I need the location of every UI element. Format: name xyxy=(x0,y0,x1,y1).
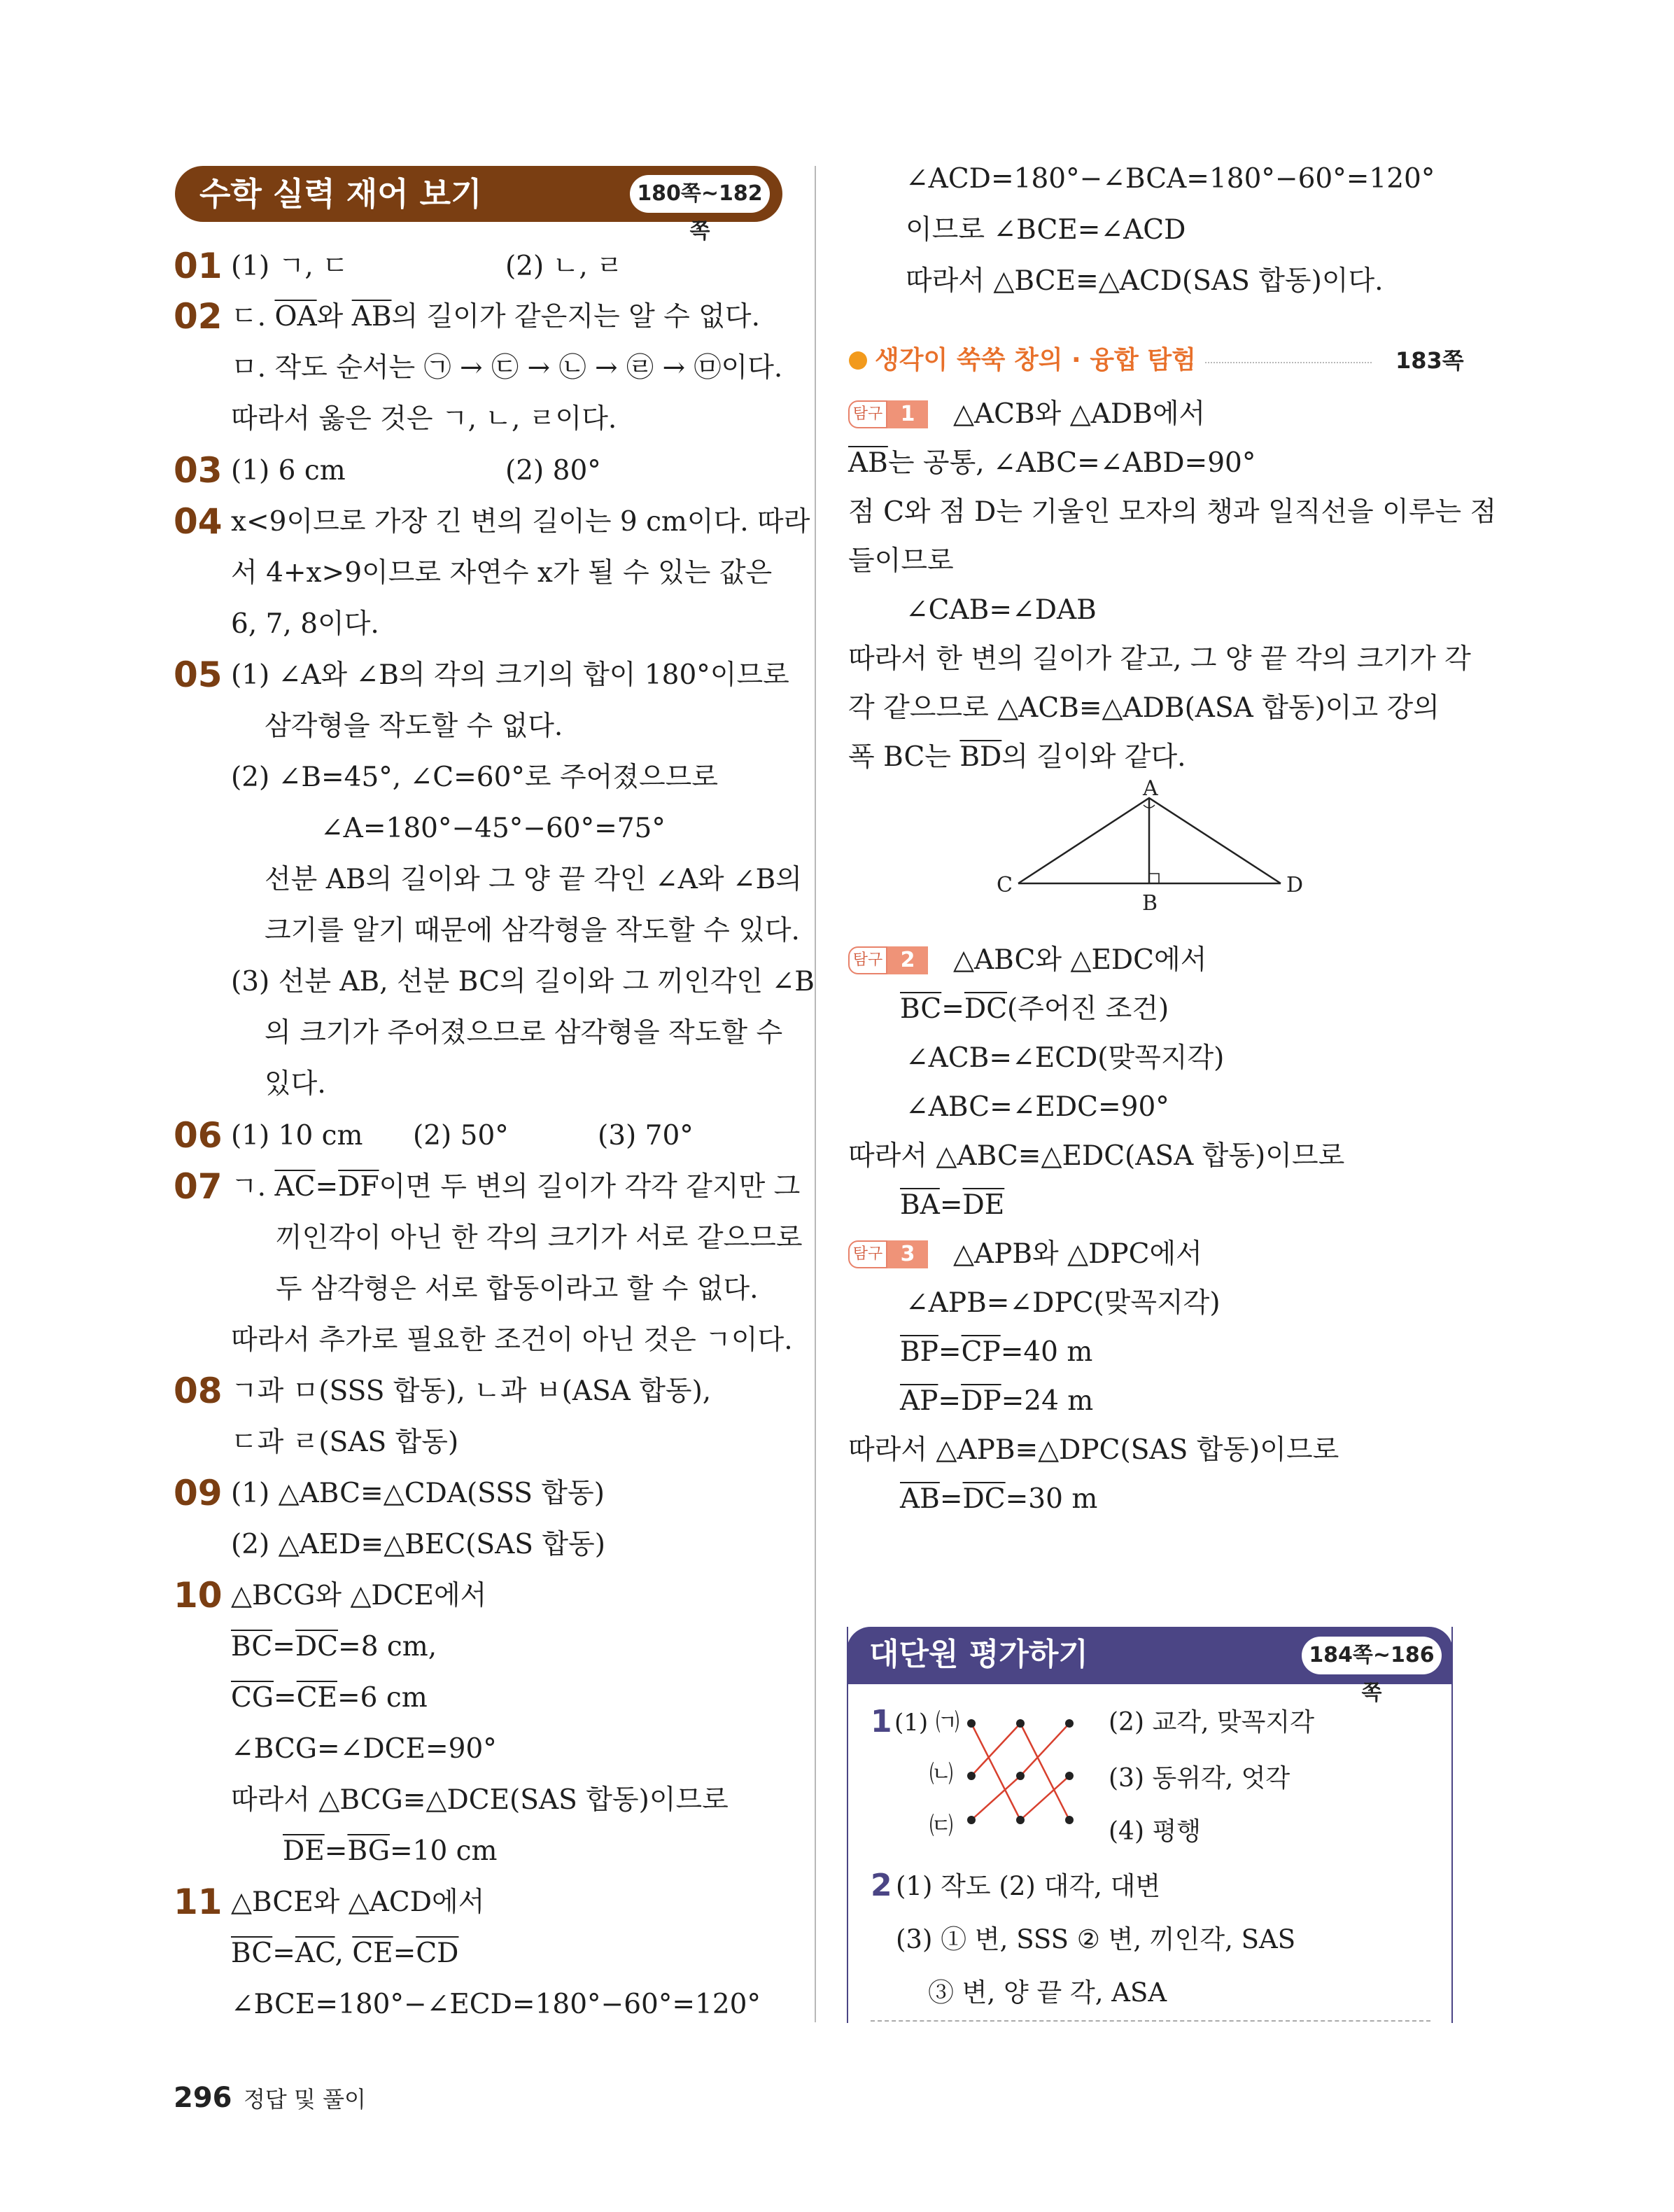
answer-line xyxy=(231,1170,800,1205)
answer-line: 이므로 ∠BCE=∠ACD xyxy=(906,214,1186,246)
triangle-figure xyxy=(987,777,1316,917)
text: ㄱ. xyxy=(231,1171,275,1203)
text: = xyxy=(393,1938,416,1969)
match-dot xyxy=(1016,1772,1025,1780)
text: 폭 BC는 xyxy=(848,741,960,773)
inquiry-number: 3 xyxy=(887,1240,928,1268)
answer-line: ㄷ과 ㄹ(SAS 합동) xyxy=(231,1427,459,1458)
segment-dc: $\overline{DC}$ xyxy=(295,1631,339,1662)
problem-number: 2 xyxy=(871,1868,892,1903)
segment-ab: $\overline{AB}$ xyxy=(351,301,392,332)
answer-line: 따라서 옳은 것은 ㄱ, ㄴ, ㄹ이다. xyxy=(231,403,617,435)
answer-line: 삼각형을 작도할 수 없다. xyxy=(265,710,563,742)
page-number: 296 xyxy=(174,2082,232,2114)
answer-line: △BCG와 △DCE에서 xyxy=(231,1580,487,1611)
answer-line: ③ 변, 양 끝 각, ASA xyxy=(928,1977,1167,2008)
problem-number: 06 xyxy=(174,1115,223,1156)
answer-line: ∠ABC=∠EDC=90° xyxy=(906,1091,1169,1123)
text: 의 길이가 같은지는 알 수 없다. xyxy=(391,301,760,332)
page-label: 정답 및 풀이 xyxy=(244,2086,366,2113)
text: 는 공통, ∠ABC=∠ABD=90° xyxy=(887,447,1256,479)
problem-number: 03 xyxy=(174,450,223,491)
answer-line: 선분 AB의 길이와 그 양 끝 각인 ∠A와 ∠B의 xyxy=(265,864,802,895)
column-divider xyxy=(815,166,816,2022)
answer-line xyxy=(848,740,1186,775)
answer-line: 따라서 △BCG≡△DCE(SAS 합동)이므로 xyxy=(231,1784,729,1816)
problem-number: 04 xyxy=(174,501,223,542)
answer-line: 들이므로 xyxy=(848,545,954,577)
answer-line: 6, 7, 8이다. xyxy=(231,608,379,640)
text: =30 m xyxy=(1005,1483,1098,1515)
match-dot xyxy=(1065,1719,1074,1728)
problem-number: 08 xyxy=(174,1371,223,1411)
answer-line xyxy=(231,1936,458,1971)
problem-number: 02 xyxy=(174,296,223,337)
segment-ab: $\overline{AB}$ xyxy=(900,1483,940,1515)
section-title: 생각이 쑥쑥 창의 · 융합 탐험 xyxy=(875,346,1196,374)
answer-line xyxy=(283,1834,498,1869)
text: = xyxy=(315,1171,339,1203)
segment-dc: $\overline{DC}$ xyxy=(962,1483,1006,1515)
answer-line xyxy=(900,992,1169,1027)
answer-line: (3) 선분 AB, 선분 BC의 길이와 그 끼인각인 ∠B xyxy=(231,966,815,997)
text: = xyxy=(938,1336,962,1368)
match-left-1: (1) ㈀ xyxy=(894,1709,959,1737)
match-dot xyxy=(1065,1772,1074,1780)
segment-bd: $\overline{BD}$ xyxy=(959,741,1002,773)
answer-line xyxy=(900,1384,1093,1419)
problem-number: 1 xyxy=(871,1704,892,1740)
text: , xyxy=(335,1938,353,1969)
answer-line: △ABC와 △EDC에서 xyxy=(953,944,1207,976)
segment-ba: $\overline{BA}$ xyxy=(900,1189,940,1221)
match-line xyxy=(1020,1723,1069,1820)
answer-line: (1) ∠A와 ∠B의 각의 크기의 합이 180°이므로 xyxy=(231,659,789,691)
match-line xyxy=(1020,1723,1069,1776)
segment-bc: $\overline{BC}$ xyxy=(231,1938,273,1969)
banner-pages: 180쪽~182쪽 xyxy=(630,175,770,213)
segment-cp: $\overline{CP}$ xyxy=(961,1336,1001,1368)
problem-number: 05 xyxy=(174,654,223,695)
match-line xyxy=(971,1723,1020,1776)
inquiry-number: 2 xyxy=(887,946,928,974)
segment-bc: $\overline{BC}$ xyxy=(900,993,942,1025)
segment-de: $\overline{DE}$ xyxy=(962,1189,1005,1221)
text: 이면 두 변의 길이가 각각 같지만 그 xyxy=(379,1171,801,1203)
answer-line: (2) ㄴ, ㄹ xyxy=(505,251,623,282)
text: = xyxy=(272,1938,295,1969)
dotted-separator xyxy=(871,2020,1430,2022)
segment-dc: $\overline{DC}$ xyxy=(964,993,1008,1025)
label-a: A xyxy=(1143,777,1158,801)
right-angle-mark xyxy=(1149,874,1159,883)
segment-oa: $\overline{OA}$ xyxy=(274,301,317,332)
segment-ab: $\overline{AB}$ xyxy=(848,447,888,479)
answer-line: 따라서 △ABC≡△EDC(ASA 합동)이므로 xyxy=(848,1140,1345,1172)
answer-line: (3) ① 변, SSS ② 변, 끼인각, SAS xyxy=(896,1924,1296,1954)
text: = xyxy=(272,1631,295,1662)
text: 와 xyxy=(316,301,352,332)
answer-line: 따라서 한 변의 길이가 같고, 그 양 끝 각의 크기가 각 xyxy=(848,643,1471,675)
answer-line: ∠CAB=∠DAB xyxy=(906,594,1097,626)
answer-line: ∠ACD=180°−∠BCA=180°−60°=120° xyxy=(906,163,1435,195)
segment-cg: $\overline{CG}$ xyxy=(231,1682,274,1714)
answer-line: 의 크기가 주어졌으므로 삼각형을 작도할 수 xyxy=(265,1017,783,1049)
answer-line xyxy=(848,446,1256,481)
text: = xyxy=(274,1682,297,1714)
match-right-3: (3) 동위각, 엇각 xyxy=(1109,1764,1290,1793)
match-right-4: (4) 평행 xyxy=(1109,1817,1201,1846)
answer-line xyxy=(231,1681,428,1716)
match-dot xyxy=(1065,1816,1074,1824)
answer-line: △ACB와 △ADB에서 xyxy=(953,398,1206,430)
answer-line: ∠BCE=180°−∠ECD=180°−60°=120° xyxy=(231,1989,761,2020)
section-page: 183쪽 xyxy=(1395,347,1464,374)
answer-line: (1) ㄱ, ㄷ xyxy=(231,251,349,282)
dotted-leader xyxy=(1205,362,1372,363)
banner2-title: 대단원 평가하기 xyxy=(869,1637,1088,1672)
label-b: B xyxy=(1142,891,1158,916)
text: = xyxy=(939,1189,963,1221)
answer-line: 끼인각이 아닌 한 각의 크기가 서로 같으므로 xyxy=(276,1222,803,1254)
text: 의 길이와 같다. xyxy=(1001,741,1186,773)
problem-number: 09 xyxy=(174,1473,223,1513)
match-line xyxy=(971,1776,1020,1820)
answer-line: 따라서 △BCE≡△ACD(SAS 합동)이다. xyxy=(906,265,1384,297)
text: = xyxy=(939,1483,963,1515)
text: = xyxy=(941,993,964,1025)
bullet-dot-icon xyxy=(849,351,867,370)
segment-bc: $\overline{BC}$ xyxy=(231,1631,273,1662)
match-dot xyxy=(1016,1816,1025,1824)
inquiry-number: 1 xyxy=(887,400,928,428)
inquiry-label: 탐구 xyxy=(848,946,887,974)
text: =10 cm xyxy=(389,1835,498,1867)
answer-line: (2) △AED≡△BEC(SAS 합동) xyxy=(231,1529,605,1560)
answer-line: 있다. xyxy=(265,1068,326,1100)
answer-line: 따라서 △APB≡△DPC(SAS 합동)이므로 xyxy=(848,1434,1339,1466)
answer-line: x<9이므로 가장 긴 변의 길이는 9 cm이다. 따라 xyxy=(231,506,810,538)
banner2-pages: 184쪽~186쪽 xyxy=(1302,1637,1442,1674)
segment-cd: $\overline{CD}$ xyxy=(416,1938,459,1969)
match-line xyxy=(971,1723,1020,1820)
answer-line: 크기를 알기 때문에 삼각형을 작도할 수 있다. xyxy=(265,915,800,946)
answer-line: ㅁ. 작도 순서는 ㉠ → ㉢ → ㉡ → ㉣ → ㉤이다. xyxy=(231,352,783,384)
text: = xyxy=(324,1835,348,1867)
answer-line xyxy=(900,1335,1092,1370)
answer-line: ∠BCG=∠DCE=90° xyxy=(231,1733,497,1765)
answer-line: (1) 작도 (2) 대각, 대변 xyxy=(896,1871,1161,1901)
match-dot xyxy=(967,1719,976,1728)
answer-line xyxy=(900,1482,1097,1517)
problem-number: 11 xyxy=(174,1882,223,1922)
answer-line: (2) 50° xyxy=(413,1120,509,1152)
segment-de: $\overline{DE}$ xyxy=(283,1835,325,1867)
problem-number: 10 xyxy=(174,1575,223,1616)
answer-line: △BCE와 △ACD에서 xyxy=(231,1886,485,1918)
match-dot xyxy=(967,1816,976,1824)
answer-line xyxy=(231,300,760,335)
answer-line: (2) ∠B=45°, ∠C=60°로 주어졌으므로 xyxy=(231,762,719,793)
answer-line xyxy=(231,1630,437,1665)
segment-bp: $\overline{BP}$ xyxy=(900,1336,938,1368)
answer-line: (3) 70° xyxy=(598,1120,694,1152)
label-d: D xyxy=(1286,873,1304,897)
problem-number: 01 xyxy=(174,246,223,286)
segment-ac: $\overline{AC}$ xyxy=(295,1938,335,1969)
answer-line: ㄱ과 ㅁ(SSS 합동), ㄴ과 ㅂ(ASA 합동), xyxy=(231,1376,712,1407)
label-c: C xyxy=(997,873,1013,897)
segment-ac: $\overline{AC}$ xyxy=(274,1171,316,1203)
text: =8 cm, xyxy=(338,1631,437,1662)
segment-df: $\overline{DF}$ xyxy=(338,1171,379,1203)
problem-number: 07 xyxy=(174,1166,223,1207)
text: =40 m xyxy=(1000,1336,1093,1368)
answer-line: (1) △ABC≡△CDA(SSS 합동) xyxy=(231,1478,605,1509)
match-line xyxy=(1020,1776,1069,1820)
answer-line: 따라서 추가로 필요한 조건이 아닌 것은 ㄱ이다. xyxy=(231,1324,793,1356)
answer-line xyxy=(900,1188,1004,1223)
answer-line: (1) 10 cm xyxy=(231,1120,363,1152)
match-left-3: ㈂ xyxy=(929,1812,953,1840)
text: (주어진 조건) xyxy=(1007,993,1169,1025)
answer-line: △APB와 △DPC에서 xyxy=(953,1238,1202,1270)
answer-line: 서 4+x>9이므로 자연수 x가 될 수 있는 값은 xyxy=(231,557,773,589)
text: = xyxy=(938,1385,962,1417)
match-left-2: ㈁ xyxy=(929,1760,953,1788)
answer-line: ∠APB=∠DPC(맞꼭지각) xyxy=(906,1287,1221,1319)
segment-bg: $\overline{BG}$ xyxy=(347,1835,390,1867)
answer-line: ∠A=180°−45°−60°=75° xyxy=(321,813,666,844)
text: =24 m xyxy=(1001,1385,1094,1417)
banner-title: 수학 실력 재어 보기 xyxy=(199,175,482,213)
match-right-2: (2) 교각, 맞꼭지각 xyxy=(1109,1708,1314,1737)
inquiry-label: 탐구 xyxy=(848,1240,887,1268)
matching-lines xyxy=(959,1708,1092,1834)
text: =6 cm xyxy=(337,1682,428,1714)
answer-line: (2) 80° xyxy=(505,455,601,486)
answer-line: (1) 6 cm xyxy=(231,455,346,486)
segment-ce: $\overline{CE}$ xyxy=(296,1682,337,1714)
text: ㄷ. xyxy=(231,301,275,332)
segment-dp: $\overline{DP}$ xyxy=(961,1385,1001,1417)
answer-line: 점 C와 점 D는 기울인 모자의 챙과 일직선을 이루는 점 xyxy=(848,496,1497,528)
segment-ap: $\overline{AP}$ xyxy=(900,1385,938,1417)
match-dot xyxy=(1016,1719,1025,1728)
segment-ce: $\overline{CE}$ xyxy=(352,1938,393,1969)
inquiry-label: 탐구 xyxy=(848,400,887,428)
answer-line: ∠ACB=∠ECD(맞꼭지각) xyxy=(906,1042,1225,1074)
match-dot xyxy=(967,1772,976,1780)
answer-line: 두 삼각형은 서로 합동이라고 할 수 없다. xyxy=(276,1273,759,1305)
answer-line: 각 같으므로 △ACB≡△ADB(ASA 합동)이고 강의 xyxy=(848,692,1440,724)
